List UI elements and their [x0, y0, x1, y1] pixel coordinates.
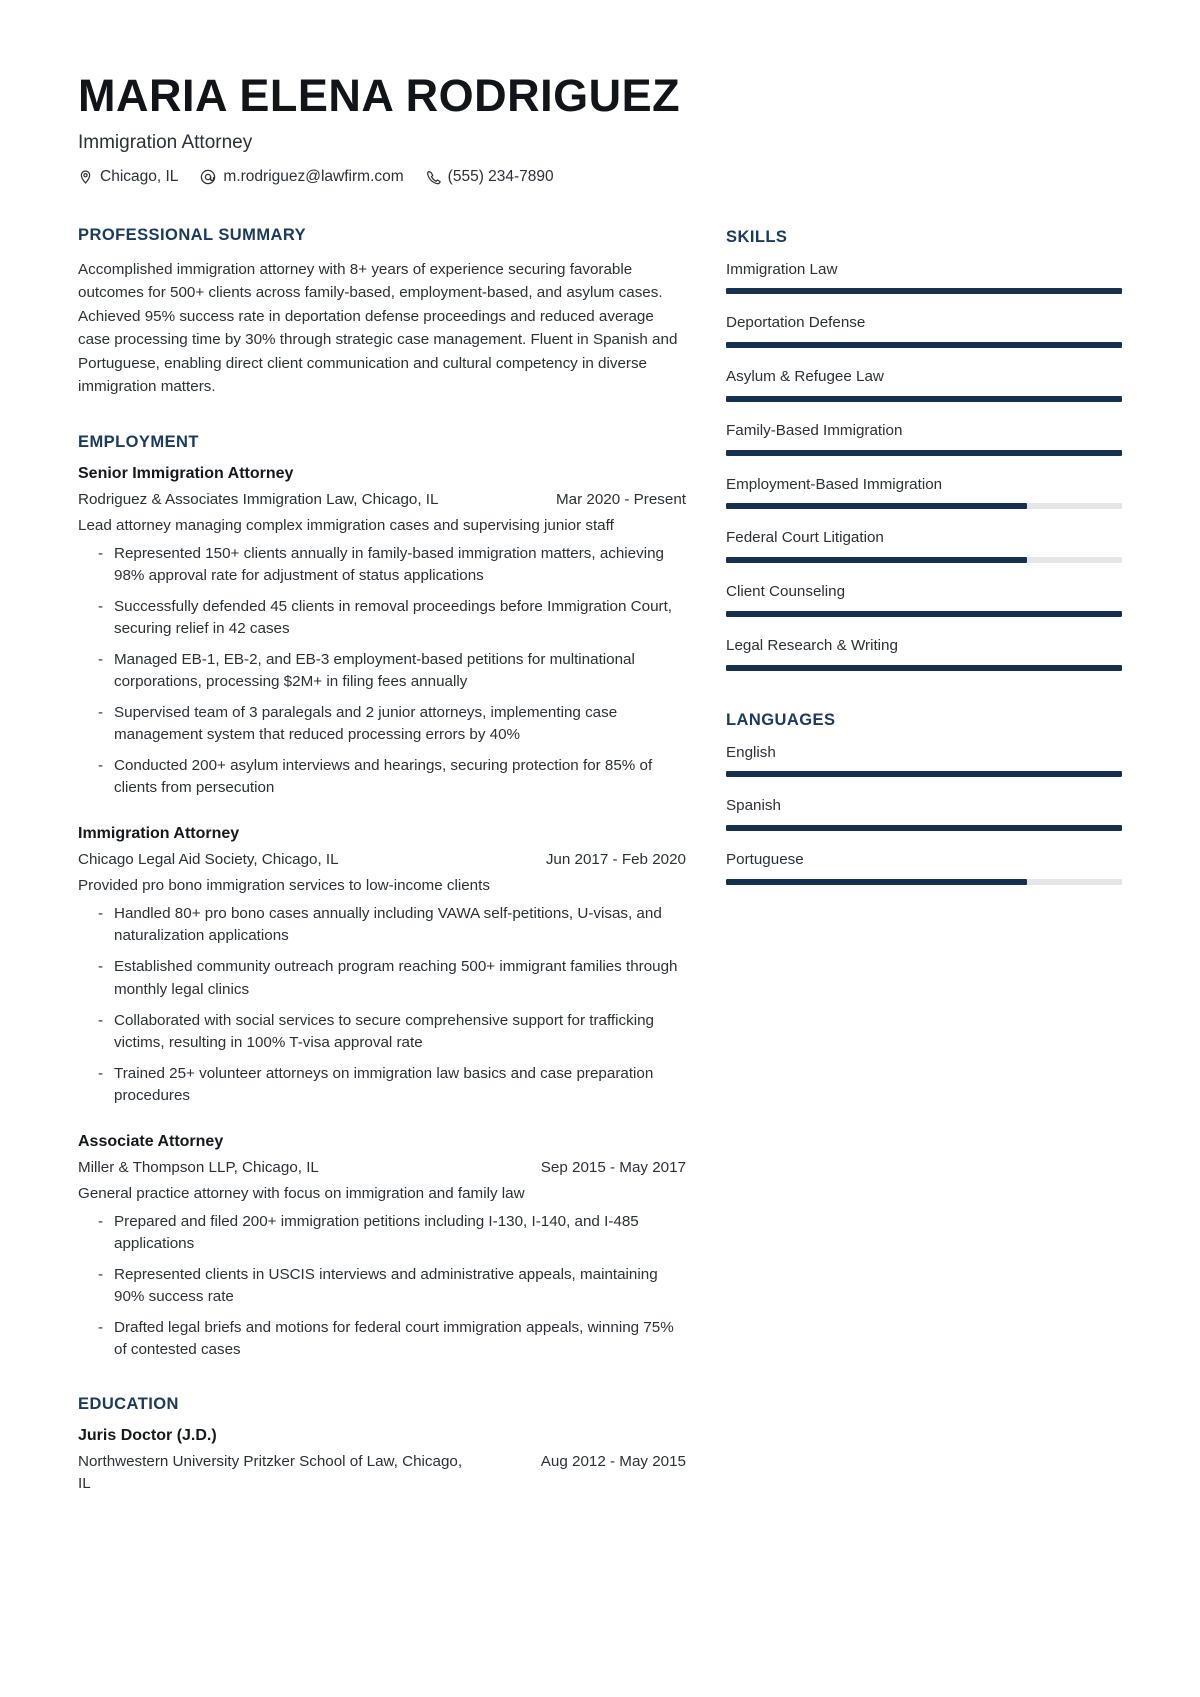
resume-body — [78, 226, 1122, 1529]
skill-meter — [726, 503, 1122, 509]
skill-meter — [726, 450, 1122, 456]
resume-header — [78, 72, 1122, 186]
section-heading-languages: LANGUAGES — [726, 710, 836, 729]
skill-meter — [726, 342, 1122, 348]
employment-dates: Jun 2017 - Feb 2020 — [545, 851, 686, 869]
sidebar — [726, 226, 1122, 925]
skill-label: Family-Based Immigration — [726, 421, 903, 439]
skill-item — [726, 475, 1122, 510]
employment-organization: Rodriguez & Associates Immigration Law, Chicago, IL — [78, 490, 439, 508]
employment-job-title: Senior Immigration Attorney — [78, 464, 294, 482]
skill-item — [726, 528, 1122, 563]
skill-meter-fill — [726, 288, 1122, 294]
contact-email-value: m.rodriguez@lawfirm.com — [223, 167, 404, 185]
phone-icon — [426, 169, 441, 185]
language-meter-fill — [726, 825, 1122, 831]
skill-meter-fill — [726, 342, 1122, 348]
employment-bullet: - Supervised team of 3 paralegals and 2 junior attorneys, implementing case management system that reduced processing errors by 40% — [78, 702, 686, 746]
section-languages — [726, 711, 1122, 885]
language-label: Spanish — [726, 797, 781, 815]
skill-item — [726, 636, 1122, 671]
skill-meter-fill — [726, 557, 1027, 563]
employment-meta — [78, 849, 686, 871]
skill-label: Client Counseling — [726, 583, 846, 601]
employment-bullet: - Conducted 200+ asylum interviews and hearings, securing protection for 85% of clients from persecution — [78, 755, 686, 799]
section-professional-summary — [78, 226, 686, 399]
skill-label: Employment-Based Immigration — [726, 475, 943, 493]
professional-headline: Immigration Attorney — [78, 131, 253, 153]
main-column — [78, 226, 686, 1529]
language-item — [726, 796, 1122, 831]
employment-bullet: - Established community outreach program reaching 500+ immigrant families through monthly legal clinics — [78, 956, 686, 1000]
employment-meta — [78, 489, 686, 511]
language-meter-fill — [726, 879, 1027, 885]
section-heading-skills: SKILLS — [726, 227, 788, 246]
section-employment — [78, 433, 686, 1361]
skill-meter-fill — [726, 396, 1122, 402]
skill-meter — [726, 557, 1122, 563]
education-dates: Aug 2012 - May 2015 — [540, 1452, 686, 1470]
skill-meter — [726, 611, 1122, 617]
employment-meta — [78, 1157, 686, 1179]
employment-job-title: Immigration Attorney — [78, 825, 240, 843]
skill-item — [726, 313, 1122, 348]
employment-bullet: - Prepared and filed 200+ immigration petitions including I-130, I-140, and I-485 applications — [78, 1211, 686, 1255]
skill-meter-fill — [726, 611, 1122, 617]
section-heading-employment: EMPLOYMENT — [78, 432, 199, 451]
language-meter — [726, 825, 1122, 831]
language-item — [726, 743, 1122, 778]
skill-item — [726, 367, 1122, 402]
employment-bullet-list — [78, 543, 686, 799]
language-item — [726, 850, 1122, 885]
skills-list — [726, 260, 1122, 671]
employment-job-title: Associate Attorney — [78, 1132, 224, 1150]
skill-meter — [726, 665, 1122, 671]
employment-bullet: - Managed EB-1, EB-2, and EB-3 employment-based petitions for multinational corporations, processing $2M+ in filing fees annually — [78, 649, 686, 693]
employment-bullet: - Drafted legal briefs and motions for federal court immigration appeals, winning 75% of contested cases — [78, 1317, 686, 1361]
section-education — [78, 1395, 686, 1495]
employment-organization: Chicago Legal Aid Society, Chicago, IL — [78, 851, 339, 869]
employment-description: Lead attorney managing complex immigration cases and supervising junior staff — [78, 517, 614, 534]
employment-entry — [78, 465, 686, 799]
section-skills — [726, 228, 1122, 671]
contact-email — [200, 168, 403, 186]
employment-dates: Sep 2015 - May 2017 — [540, 1158, 686, 1176]
contact-phone — [426, 168, 554, 186]
skill-label: Immigration Law — [726, 260, 838, 278]
employment-dates: Mar 2020 - Present — [556, 490, 686, 508]
skill-meter — [726, 288, 1122, 294]
email-at-icon — [200, 169, 216, 185]
employment-list — [78, 465, 686, 1361]
language-meter — [726, 879, 1122, 885]
section-heading-summary: PROFESSIONAL SUMMARY — [78, 225, 307, 244]
skill-label: Asylum & Refugee Law — [726, 368, 884, 386]
language-label: English — [726, 743, 776, 761]
employment-description: General practice attorney with focus on immigration and family law — [78, 1184, 525, 1202]
language-label: Portuguese — [726, 851, 804, 869]
language-meter-fill — [726, 771, 1122, 777]
skill-meter — [726, 396, 1122, 402]
employment-bullet: - Collaborated with social services to secure comprehensive support for trafficking victims, resulting in 100% T-visa approval rate — [78, 1010, 686, 1054]
skill-item — [726, 421, 1122, 456]
skill-meter-fill — [726, 503, 1027, 509]
summary-text: Accomplished immigration attorney with 8+ years of experience securing favorable outcomes for 500+ clients across family-based, employment-based, and asylum cases. Achieved 95% success rate in deportation defense proceedings and reduced average case processing time by 30% through strategic case management. Fluent in Spanish and Portuguese, enabling direct client communication and cultural competency in diverse immigration matters. — [78, 260, 678, 396]
education-degree: Juris Doctor (J.D.) — [78, 1426, 217, 1444]
employment-description: Provided pro bono immigration services to low-income clients — [78, 877, 490, 895]
education-meta — [78, 1451, 686, 1495]
contact-location — [78, 168, 178, 186]
skill-label: Deportation Defense — [726, 314, 866, 332]
skill-meter-fill — [726, 450, 1122, 456]
education-entry — [78, 1427, 686, 1495]
employment-organization: Miller & Thompson LLP, Chicago, IL — [78, 1158, 319, 1176]
employment-bullet-list — [78, 1211, 686, 1361]
employment-bullet: - Represented 150+ clients annually in family-based immigration matters, achieving 98% approval rate for adjustment of status applications — [78, 543, 686, 587]
skill-item — [726, 582, 1122, 617]
education-school: Northwestern University Pritzker School of Law, Chicago, IL — [78, 1452, 463, 1492]
employment-bullet-list — [78, 903, 686, 1106]
contact-location-value: Chicago, IL — [100, 167, 179, 185]
page-title: MARIA ELENA RODRIGUEZ — [78, 70, 681, 121]
employment-bullet: - Successfully defended 45 clients in removal proceedings before Immigration Court, securing relief in 42 cases — [78, 596, 686, 640]
education-list — [78, 1427, 686, 1495]
section-heading-education: EDUCATION — [78, 1394, 179, 1413]
skill-meter-fill — [726, 665, 1122, 671]
employment-entry — [78, 825, 686, 1106]
language-meter — [726, 771, 1122, 777]
employment-entry — [78, 1133, 686, 1361]
languages-list — [726, 743, 1122, 885]
employment-bullet: - Handled 80+ pro bono cases annually including VAWA self-petitions, U-visas, and naturalization applications — [78, 903, 686, 947]
location-pin-icon — [78, 169, 93, 185]
employment-bullet: - Represented clients in USCIS interviews and administrative appeals, maintaining 90% success rate — [78, 1264, 686, 1308]
skill-label: Federal Court Litigation — [726, 529, 884, 547]
contact-phone-value: (555) 234-7890 — [447, 167, 554, 185]
skill-item — [726, 260, 1122, 295]
employment-bullet: - Trained 25+ volunteer attorneys on immigration law basics and case preparation procedures — [78, 1063, 686, 1107]
contact-row — [78, 168, 1122, 186]
skill-label: Legal Research & Writing — [726, 636, 898, 654]
